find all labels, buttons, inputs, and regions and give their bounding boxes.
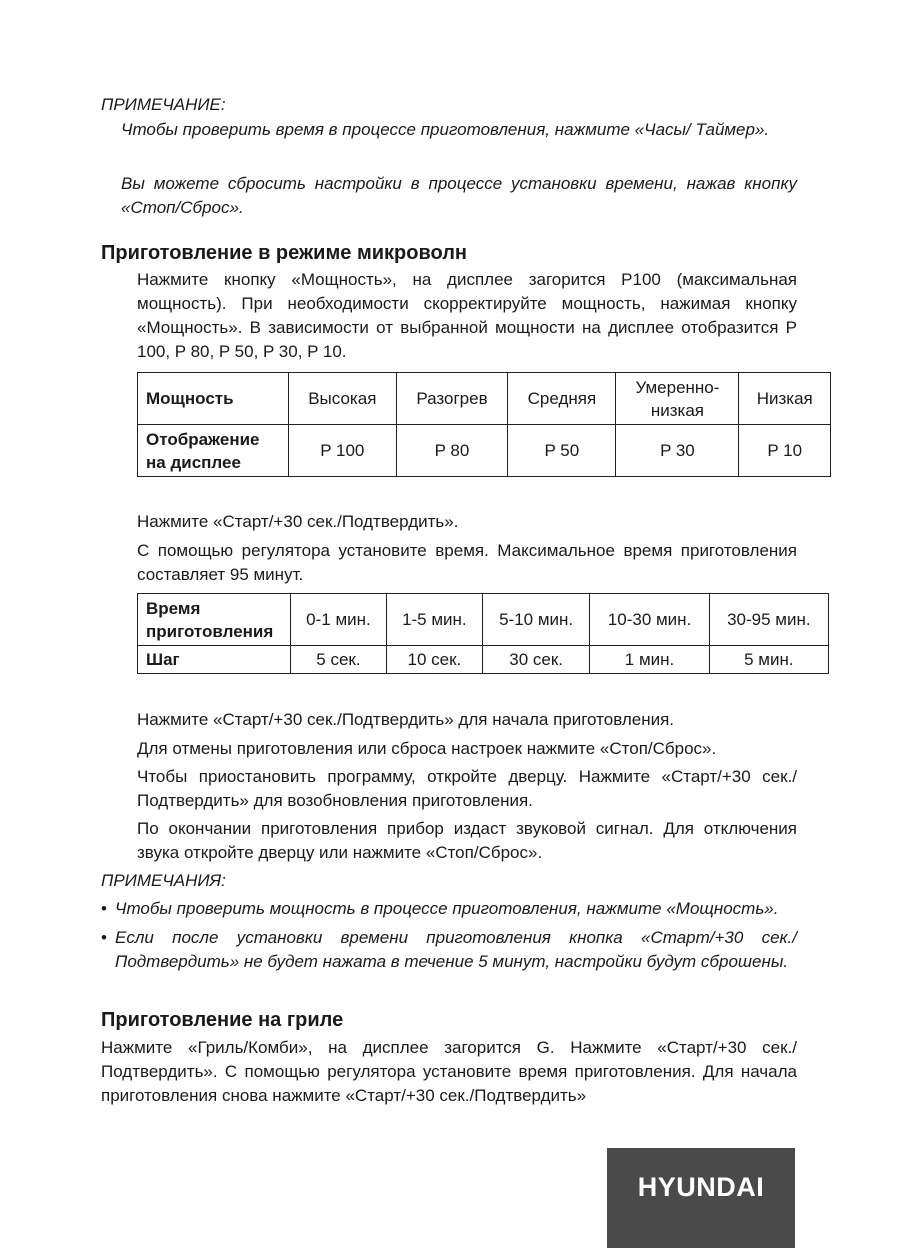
time-table-cell: 0-1 мин. [291, 594, 387, 646]
notes-title: ПРИМЕЧАНИЯ: [101, 871, 226, 890]
time-table-row [138, 646, 829, 674]
time-table [137, 593, 829, 674]
power-table-cell: Разогрев [396, 373, 508, 425]
note-bullet-text: Если после установки времени приготовления кнопка «Старт/+30 сек./ Подтвердить» не будет нажата в течение 5 минут, настройки будут сброшены. [115, 928, 797, 971]
section-heading-microwave: Приготовление в режиме микроволн [101, 242, 468, 264]
time-table-cell: 10-30 мин. [590, 594, 709, 646]
paragraph-end: По окончании приготовления прибор издаст звуковой сигнал. Для отключения звука откройте дверцу или нажмите «Стоп/Сброс». [137, 819, 797, 862]
time-table-header: Время приготовления [138, 594, 291, 646]
logo-text: HYUNDAI [637, 1172, 765, 1202]
paragraph-pause: Чтобы приостановить программу, откройте дверцу. Нажмите «Старт/+30 сек./Подтвердить» для возобновления приготовления. [137, 767, 797, 810]
note-bullet [101, 897, 797, 921]
step-time: С помощью регулятора установите время. Максимальное время приготовления составляет 95 минут. [137, 541, 797, 584]
time-table-cell: 1-5 мин. [386, 594, 482, 646]
paragraph-cancel: Для отмены приготовления или сброса настроек нажмите «Стоп/Сброс». [137, 739, 717, 758]
note-paragraph: Чтобы проверить время в процессе приготовления, нажмите «Часы/ Таймер». [121, 120, 770, 139]
power-table-cell: P 10 [739, 425, 831, 477]
power-table-cell: Низкая [739, 373, 831, 425]
time-table-cell: 5 мин. [709, 646, 828, 674]
time-table-cell: 30-95 мин. [709, 594, 828, 646]
power-table-cell: Средняя [508, 373, 616, 425]
bullet-icon: • [101, 928, 107, 947]
paragraph-begin: Нажмите «Старт/+30 сек./Подтвердить» для начала приготовления. [137, 710, 675, 729]
power-table-row [138, 425, 831, 477]
section-heading-grill: Приготовление на гриле [101, 1009, 344, 1031]
power-table-cell: P 100 [289, 425, 397, 477]
time-table-cell: 5 сек. [291, 646, 387, 674]
time-table-cell: 5-10 мин. [482, 594, 590, 646]
note-bullet-text: Чтобы проверить мощность в процессе приготовления, нажмите «Мощность». [115, 899, 779, 918]
power-table-header: Отображение на дисплее [138, 425, 289, 477]
time-table-cell: 30 сек. [482, 646, 590, 674]
time-table-row [138, 594, 829, 646]
hyundai-logo [607, 1148, 795, 1248]
power-table-header: Мощность [138, 373, 289, 425]
time-table-header: Шаг [138, 646, 291, 674]
power-table-row [138, 373, 831, 425]
time-table-cell: 1 мин. [590, 646, 709, 674]
power-table-cell: Умеренно-низкая [616, 373, 739, 425]
power-table-cell: P 30 [616, 425, 739, 477]
note-paragraph: Вы можете сбросить настройки в процессе установки времени, нажав кнопку «Стоп/Сброс». [121, 174, 797, 217]
step-start: Нажмите «Старт/+30 сек./Подтвердить». [137, 512, 459, 531]
time-table-cell: 10 сек. [386, 646, 482, 674]
note-title: ПРИМЕЧАНИЕ: [101, 95, 226, 114]
bullet-icon: • [101, 899, 107, 918]
power-table-cell: P 50 [508, 425, 616, 477]
power-table-cell: Высокая [289, 373, 397, 425]
power-table [137, 372, 831, 477]
microwave-intro: Нажмите кнопку «Мощность», на дисплее загорится P100 (максимальная мощность). При необходимости скорректируйте мощность, нажимая кнопку «Мощность». В зависимости от выбранной мощности на дисплее отобразится P 100, P 80, P 50, P 30, P 10. [137, 270, 797, 361]
power-table-cell: P 80 [396, 425, 508, 477]
note-bullet [101, 926, 797, 974]
grill-text: Нажмите «Гриль/Комби», на дисплее загорится G. Нажмите «Старт/+30 сек./ Подтвердить». С помощью регулятора установите время приготовления. Для начала приготовления снова нажмите «Старт/+30 сек./Подтвердить» [101, 1038, 797, 1105]
